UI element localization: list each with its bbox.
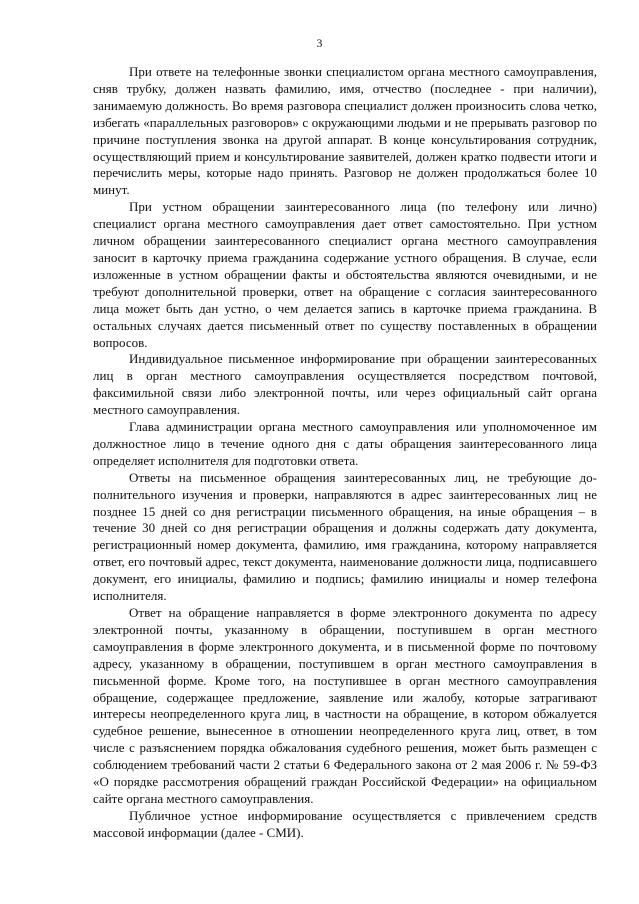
paragraph-public-informing: Публичное устное информирование осуществляется с привлечением средств массовой информации (далее - СМИ). [93, 807, 597, 840]
paragraph-electronic-answer: Ответ на обращение направляется в форме электронного документа по адресу электронной почты, указанному в обращении, поступившем в орган местного самоуправления в форме электронного документа, и в письменной форме по почтовому адресу, указанному в обращении, поступившем в орган местного самоуправления в письменной форме. Кроме того, на поступившее в орган местного самоуправления обращение, содержащее предложение, заявление или жалобу, которые затрагивают интересы неопределенного круга лиц, в частности на обращение, в котором обжалуется судебное решение, вынесенное в отношении неопределенного круга лиц, ответ, в том числе с разъяснением порядка обжалования судебного решения, может быть размещен с соблюдением требований части 2 статьи 6 Федерального закона от 2 мая 2006 г. № 59-ФЗ «О порядке рассмотрения обращений граждан Российской Федерации» на официальном сайте органа местного самоуправления. [93, 605, 597, 806]
paragraph-oral-request: При устном обращении заинтересованного лица (по телефону или лично) специалист органа местного самоуправления дает ответ самостоятельно. При устном личном обращении заинтересованного специалист органа местного самоуправления заносит в карточку приема гражданина содержание устного обращения. В случае, если изложенные в устном обращении факты и обстоятельства являются очевидными, и не требуют дополнительной проверки, ответ на обращение с согласия заинтересованного лица может быть дан устно, о чем делается запись в карточке приема гражданина. В остальных случаях дается письменный ответ по существу поставленных в обращении вопросов. [93, 199, 597, 350]
page-number: 3 [316, 38, 323, 50]
paragraph-written-answers: Ответы на письменное обращения заинтересованных лиц, не требующие дополнительного изучения и проверки, направляются в адрес заинтересованных лиц не позднее 15 дней со дня регистрации письменного обращения, на иные обращения – в течение 30 дней со дня регистрации обращения и должны содержать дату документа, регистрационный номер документа, фамилию, имя гражданина, которому направляется ответ, его почтовый адрес, текст документа, наименование должности лица, подписавшего документ, его инициалы, фамилию и подпись; фамилию инициалы и номер телефона исполнителя. [93, 469, 597, 604]
paragraph-phone-calls: При ответе на телефонные звонки специалистом органа местного самоуправления, сняв трубку, должен назвать фамилию, имя, отчество (последнее - при наличии), занимаемую должность. Во время разговора специалист должен произносить слова четко, избегать «параллельных разговоров» с окружающими людьми и не прерывать разговор по причине поступления звонка на другой аппарат. В конце консультирования сотрудник, осуществляющий прием и консультирование заявителей, должен кратко подвести итоги и перечислить меры, которые надо принять. Разговор не должен продолжаться более 10 минут. [93, 64, 597, 198]
paragraph-head-of-administration: Глава администрации органа местного самоуправления или уполномоченное им должностное лицо в течение одного дня с даты обращения заинтересованного лица определяет исполнителя для подготовки ответа. [93, 419, 597, 468]
paragraph-written-informing: Индивидуальное письменное информирование при обращении заинтересованных лиц в орган местного самоуправления осуществляется посредством почтовой, факсимильной связи либо электронной почты, или через официальный сайт органа местного самоуправления. [93, 351, 597, 418]
document-body [93, 64, 597, 842]
